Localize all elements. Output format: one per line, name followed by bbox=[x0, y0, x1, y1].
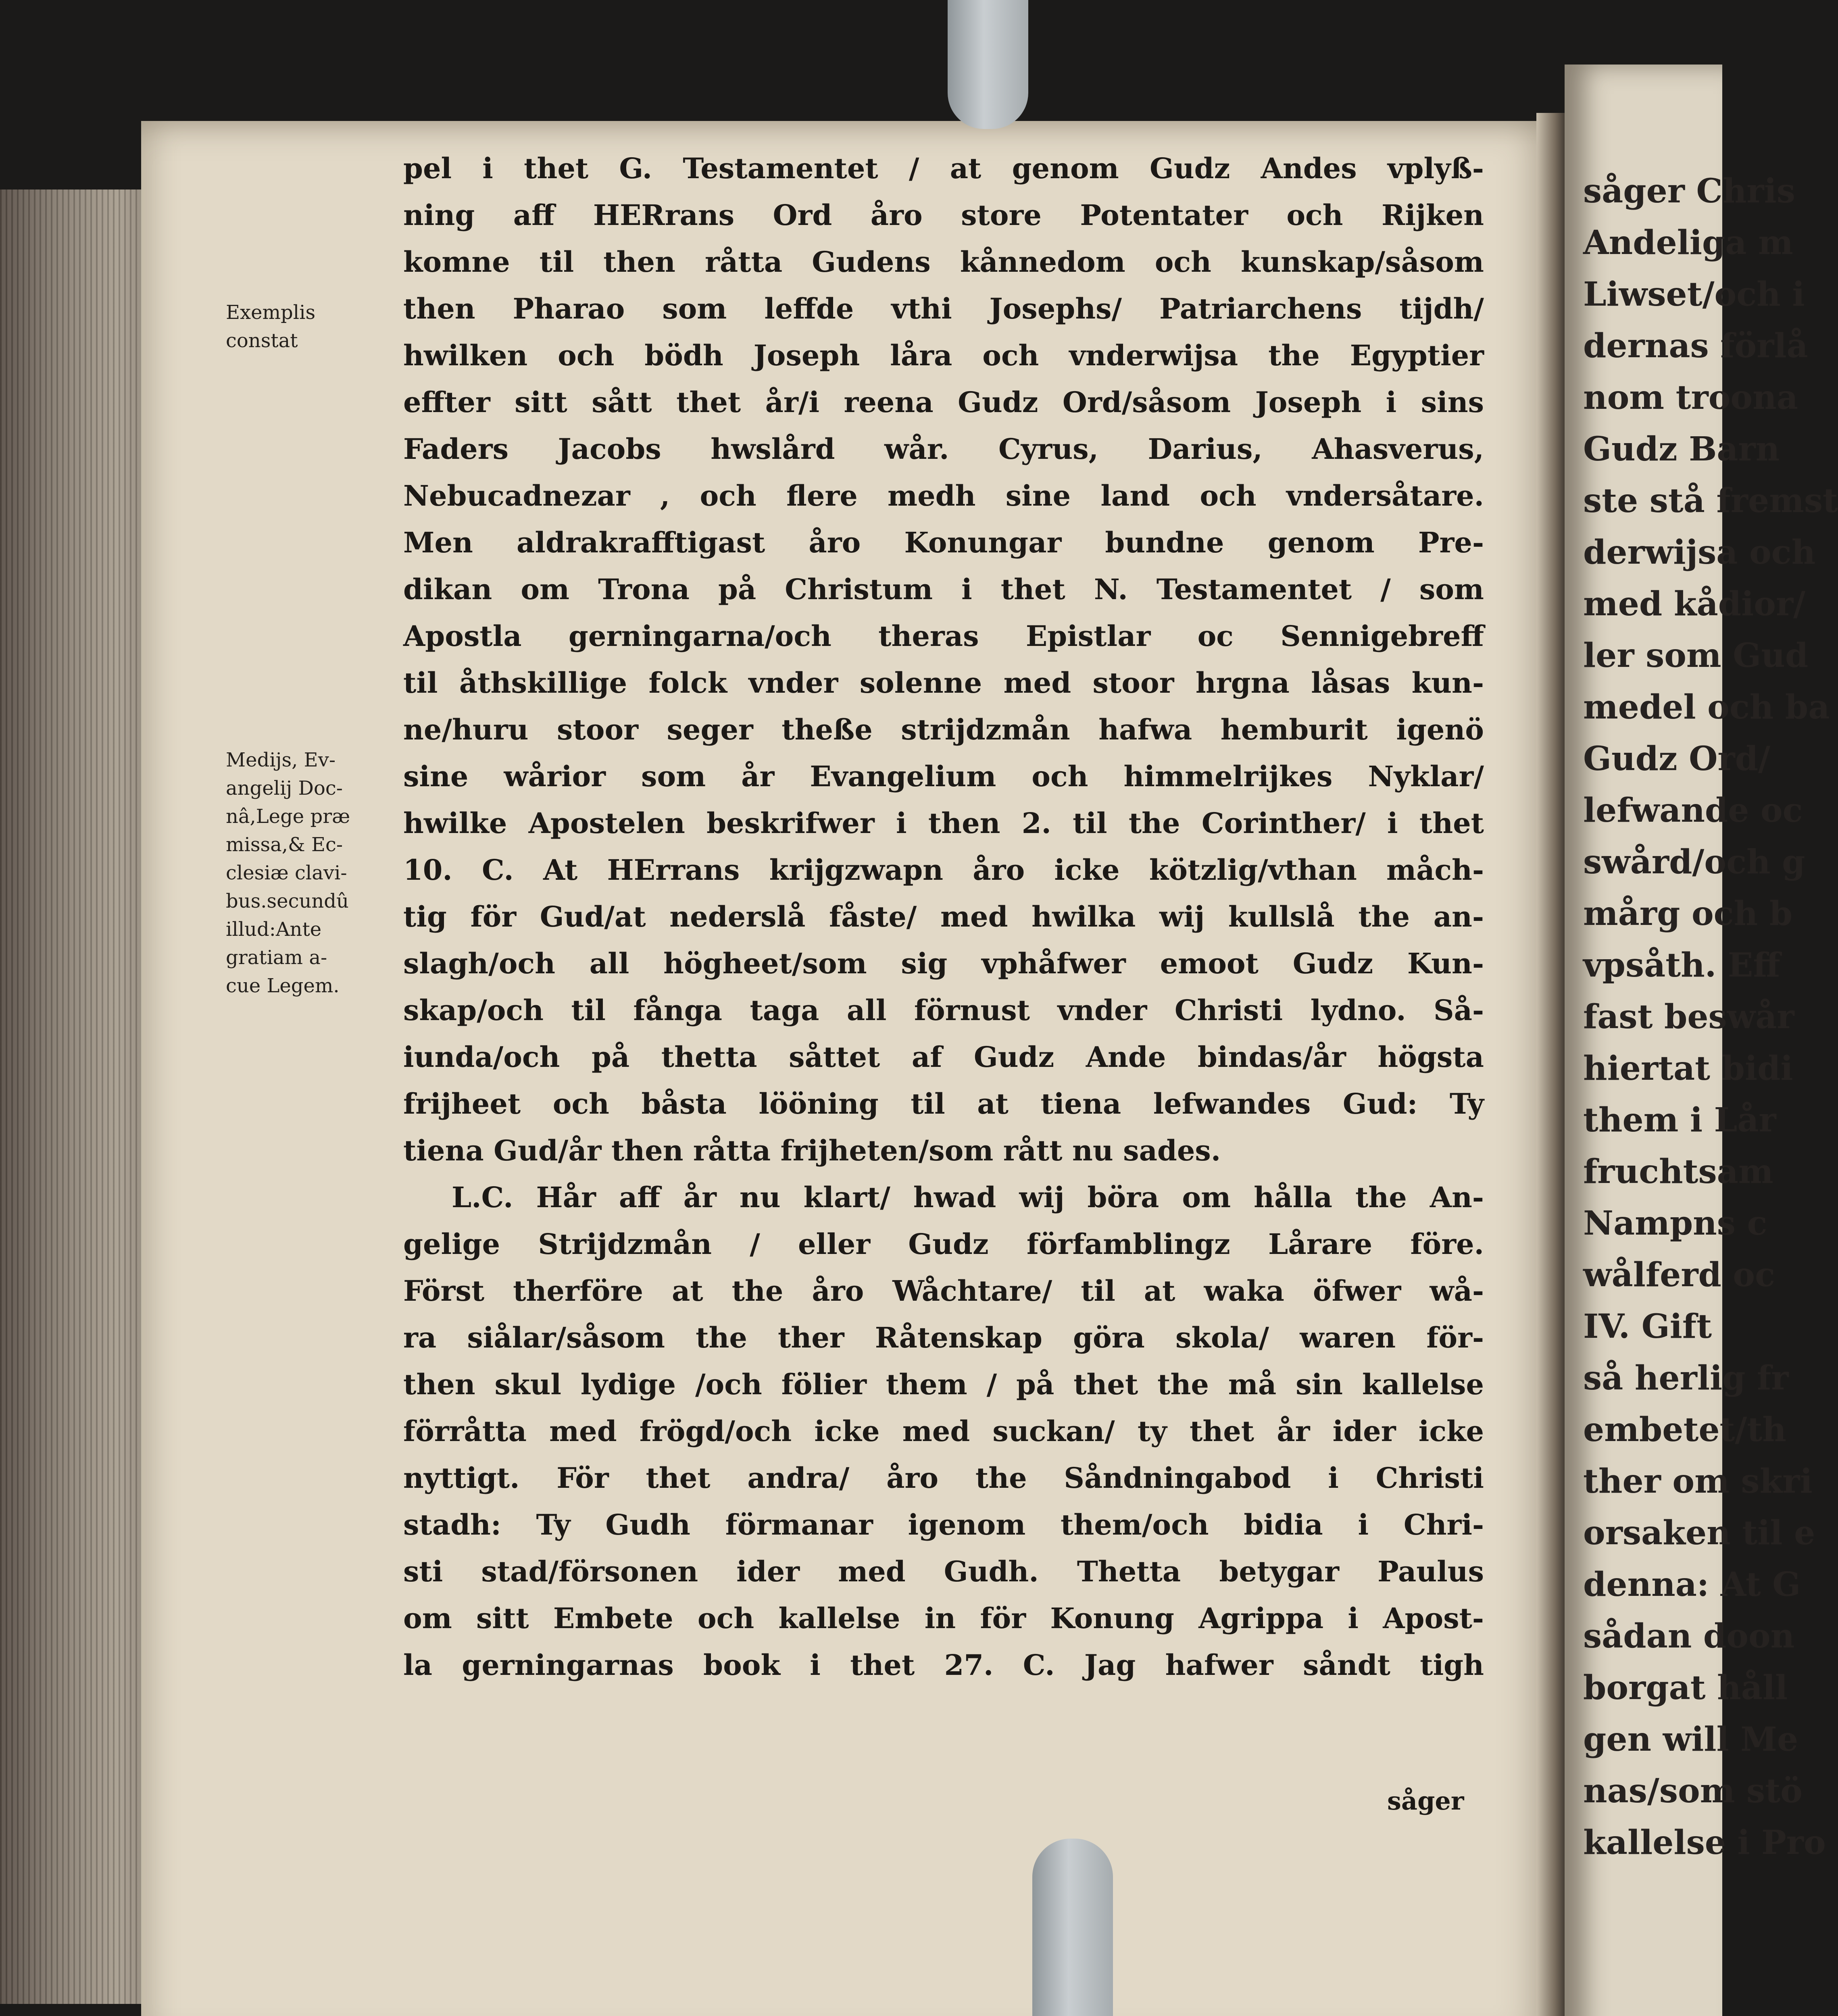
text-line: then skul lydige /och fölier them / på thet the må sin kallelse bbox=[403, 1368, 1484, 1401]
text-line: sine wårior som år Evangelium och himmelrijkes Nyklar/ bbox=[403, 760, 1484, 793]
facing-text-line: vpsåth. Eff bbox=[1583, 946, 1780, 985]
facing-text-line: nom troona bbox=[1583, 378, 1798, 417]
text-line: om sitt Embete och kallelse in för Konung Agrippa i Apost- bbox=[403, 1602, 1484, 1635]
facing-text-line: orsaken til e bbox=[1583, 1514, 1815, 1552]
facing-text-line: swård/och g bbox=[1583, 843, 1805, 881]
facing-text-line: ste stå fremst bbox=[1583, 481, 1838, 520]
text-line: nyttigt. För thet andra/ åro the Såndningabod i Christi bbox=[403, 1461, 1484, 1495]
text-line: stadh: Ty Gudh förmanar igenom them/och bidia i Chri- bbox=[403, 1508, 1484, 1541]
facing-text-line: Gudz Ord/ bbox=[1583, 739, 1771, 778]
text-line: Apostla gerningarna/och theras Epistlar oc Sennigebreff bbox=[403, 619, 1484, 653]
text-line: 10. C. At HErrans krijgzwapn åro icke kötzlig/vthan måch- bbox=[403, 853, 1484, 887]
facing-page-text bbox=[1565, 65, 1838, 1868]
text-line: förråtta med frögd/och icke med suckan/ ty thet år ider icke bbox=[403, 1414, 1484, 1448]
margin-note-line: bus.secundû bbox=[226, 890, 349, 912]
margin-note-line: cue Legem. bbox=[226, 975, 340, 997]
facing-text-line: kallelse i Pro bbox=[1583, 1823, 1826, 1862]
margin-note-medijs bbox=[226, 746, 395, 1000]
facing-text-line: såger Chris bbox=[1583, 172, 1795, 210]
margin-note-line: gratiam a- bbox=[226, 946, 327, 969]
text-line: ra siålar/såsom the ther Råtenskap göra skola/ waren för- bbox=[403, 1321, 1484, 1354]
top-page-clip bbox=[948, 0, 1028, 129]
facing-text-line: fruchtsam bbox=[1583, 1152, 1773, 1191]
margin-note-line: Exemplis bbox=[226, 301, 316, 324]
margin-note-line: angelij Doc- bbox=[226, 777, 343, 800]
text-line: hwilke Apostelen beskrifwer i then 2. til the Corinther/ i thet bbox=[403, 806, 1484, 840]
text-line: sti stad/försonen ider med Gudh. Thetta betygar Paulus bbox=[403, 1555, 1484, 1588]
facing-text-line: Liwset/och i bbox=[1583, 275, 1805, 314]
facing-text-line: ler som Gud bbox=[1583, 636, 1809, 675]
facing-text-line: Nampns c bbox=[1583, 1204, 1767, 1243]
text-line: tiena Gud/år then råtta frijheten/som rått nu sades. bbox=[403, 1134, 1221, 1167]
facing-text-line: derwijsa och bbox=[1583, 533, 1816, 572]
margin-note-line: clesiæ clavi- bbox=[226, 862, 347, 884]
facing-text-line: så herlig fr bbox=[1583, 1359, 1789, 1397]
facing-text-line: borgat håll bbox=[1583, 1668, 1788, 1707]
text-line: Faders Jacobs hwslård wår. Cyrus, Darius, Ahasverus, bbox=[403, 432, 1484, 466]
facing-text-line: embetet/th bbox=[1583, 1410, 1786, 1449]
facing-text-line: fast beswår bbox=[1583, 998, 1794, 1036]
text-line: la gerningarnas book i thet 27. C. Jag hafwer såndt tigh bbox=[403, 1648, 1484, 1682]
facing-text-line: lefwande oc bbox=[1583, 791, 1803, 830]
text-line: effter sitt sått thet år/i reena Gudz Ord/såsom Joseph i sins bbox=[403, 385, 1484, 419]
text-line: L.C. Hår aff år nu klart/ hwad wij böra om hålla the An- bbox=[452, 1181, 1484, 1214]
facing-text-line: ther om skri bbox=[1583, 1462, 1813, 1501]
text-line: pel i thet G. Testamentet / at genom Gudz Andes vplyß- bbox=[403, 152, 1484, 185]
facing-text-line: Gudz Barn bbox=[1583, 430, 1780, 469]
text-line: hwilken och bödh Joseph låra och vnderwijsa the Egyptier bbox=[403, 339, 1484, 372]
margin-note-exemplis bbox=[226, 298, 395, 355]
facing-text-line: medel och ba bbox=[1583, 688, 1830, 727]
facing-text-line: gen will Me bbox=[1583, 1720, 1798, 1759]
facing-text-line: wålferd oc bbox=[1583, 1256, 1775, 1294]
text-line: slagh/och all högheet/som sig vphåfwer emoot Gudz Kun- bbox=[403, 947, 1484, 980]
text-line: til åthskillige folck vnder solenne med stoor hrgna låsas kun- bbox=[403, 666, 1484, 700]
facing-text-line: mårg och b bbox=[1583, 894, 1793, 933]
facing-text-line: sådan doon bbox=[1583, 1617, 1795, 1656]
text-line: ning aff HERrans Ord åro store Potentater och Rijken bbox=[403, 198, 1484, 232]
catchword: såger bbox=[1387, 1786, 1464, 1816]
text-line: then Pharao som leffde vthi Josephs/ Patriarchens tijdh/ bbox=[403, 292, 1484, 325]
text-line: komne til then råtta Gudens kånnedom och kunskap/såsom bbox=[403, 245, 1484, 279]
facing-text-line: Andeliga m bbox=[1583, 223, 1793, 262]
margin-note-line: illud:Ante bbox=[226, 918, 322, 941]
facing-text-line: IV. Gift bbox=[1583, 1307, 1712, 1346]
text-line: iunda/och på thetta såttet af Gudz Ande bindas/år högsta bbox=[403, 1040, 1484, 1074]
margin-note-line: constat bbox=[226, 329, 298, 352]
text-line: frijheet och båsta lööning til at tiena lefwandes Gud: Ty bbox=[403, 1087, 1484, 1120]
facing-text-line: dernas förlå bbox=[1583, 327, 1808, 365]
text-line: Först therföre at the åro Wåchtare/ til at waka öfwer wå- bbox=[403, 1274, 1484, 1308]
facing-text-line: denna: At G bbox=[1583, 1565, 1801, 1604]
bottom-page-clip bbox=[1032, 1839, 1113, 2016]
text-line: dikan om Trona på Christum i thet N. Testamentet / som bbox=[403, 573, 1484, 606]
facing-text-line: hiertat bidi bbox=[1583, 1049, 1793, 1088]
facing-page bbox=[1565, 65, 1838, 2016]
margin-note-line: Medijs, Ev- bbox=[226, 749, 336, 771]
facing-text-line: nas/som stö bbox=[1583, 1772, 1803, 1810]
text-line: ne/huru stoor seger theße strijdzmån hafwa hemburit igenö bbox=[403, 713, 1484, 746]
text-line: Nebucadnezar , och flere medh sine land och vndersåtare. bbox=[403, 479, 1484, 512]
margin-note-line: missa,& Ec- bbox=[226, 833, 343, 856]
text-line: tig för Gud/at nederslå fåste/ med hwilka wij kullslå the an- bbox=[403, 900, 1484, 933]
text-line: gelige Strijdzmån / eller Gudz förfamblingz Lårare före. bbox=[403, 1227, 1484, 1261]
margin-note-line: nâ,Lege præ bbox=[226, 805, 350, 828]
page-body-text bbox=[403, 145, 1484, 1689]
text-line: Men aldrakrafftigast åro Konungar bundne genom Pre- bbox=[403, 526, 1484, 559]
facing-text-line: them i Lår bbox=[1583, 1101, 1776, 1139]
text-line: skap/och til fånga taga all förnust vnder Christi lydno. Så- bbox=[403, 993, 1484, 1027]
facing-text-line: med kådior/ bbox=[1583, 585, 1806, 623]
